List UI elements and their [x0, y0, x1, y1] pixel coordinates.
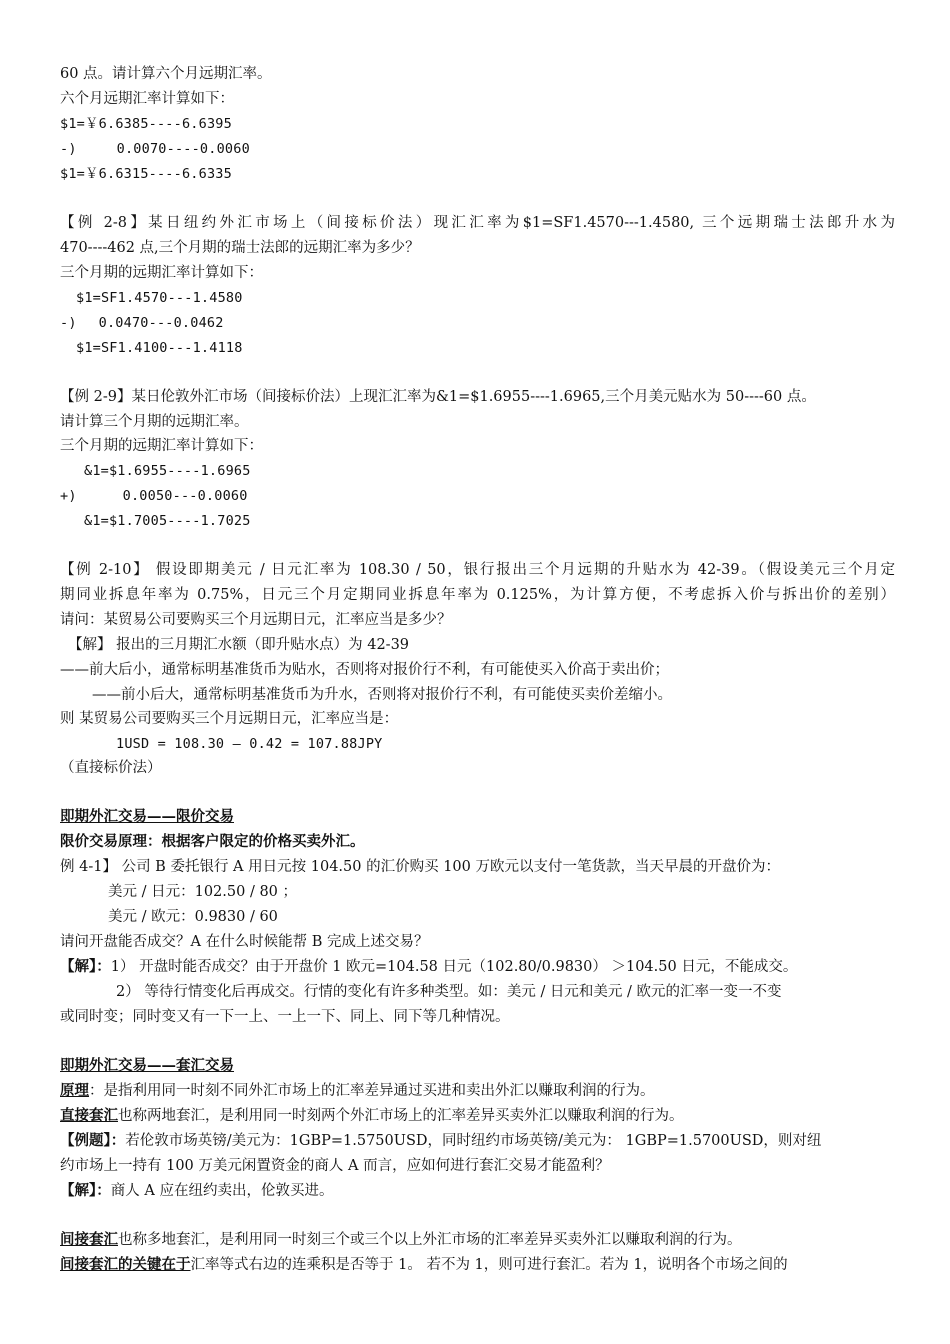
- text-line: 470----462 点,三个月期的瑞士法郎的远期汇率为多少？: [60, 240, 420, 256]
- text-line: 六个月远期汇率计算如下：: [60, 91, 234, 107]
- text-line: ——前小后大，通常标明基准货币为升水，否则将对报价行不利，有可能使买卖价差缩小。: [92, 687, 672, 703]
- example-line: [60, 1131, 895, 1151]
- rate-adjust-line: [60, 313, 895, 333]
- text-line: 期同业拆息年率为 0.75%，日元三个月定期同业拆息年率为 0.125%，为计算方便，不考虑拆入价与拆出价的差别）: [60, 587, 895, 603]
- formula-line: 1USD = 108.30 – 0.42 = 107.88JPY: [116, 736, 383, 752]
- term-text: 也称多地套汇，是利用同一时刻三个或三个以上外汇市场的汇率差异买卖外汇以赚取利润的行为。: [118, 1232, 742, 1248]
- term-label: 间接套汇: [60, 1231, 118, 1248]
- definition-line: [60, 1255, 895, 1275]
- example-4-1-line: 例 4-1】 公司 B 委托银行 A 用日元按 104.50 的汇价购买 100 万欧元以支付一笔货款，当天早晨的开盘价为：: [60, 859, 780, 875]
- section-heading-arbitrage: 即期外汇交易——套汇交易: [60, 1057, 234, 1074]
- adjust-value: 0.0050---0.0060: [122, 488, 248, 504]
- solution-label: 【解】：: [60, 1182, 111, 1199]
- text-line: 请问：某贸易公司要购买三个月远期日元，汇率应当是多少？: [60, 612, 452, 628]
- quote-line: 美元 / 欧元：0.9830 / 60: [108, 909, 278, 925]
- term-label: 直接套汇: [60, 1107, 118, 1124]
- solution-label: 【解】：: [60, 958, 111, 975]
- text-line: 2） 等待行情变化后再成交。行情的变化有许多种类型。如：美元 / 日元和美元 / 欧元的汇率一变一不变: [116, 984, 782, 1000]
- solution-line: 【解】 报出的三月期汇水额（即升贴水点）为 42-39: [68, 637, 410, 653]
- principle-line: 限价交易原理：根据客户限定的价格买卖外汇。: [60, 833, 365, 850]
- example-2-10-line: 【例 2-10】 假设即期美元 / 日元汇率为 108.30 / 50，银行报出三个月远期的升贴水为 42-39。（假设美元三个月定: [60, 562, 895, 578]
- definition-line: [60, 1106, 895, 1126]
- operator: -): [60, 141, 77, 157]
- operator: +): [60, 488, 77, 504]
- text-line: （直接标价法）: [60, 760, 162, 776]
- adjust-value: 0.0470---0.0462: [98, 315, 224, 331]
- example-2-8-line: 【例 2-8】某日纽约外汇市场上（间接标价法）现汇汇率为$1=SF1.4570---1.4580, 三个远期瑞士法郎升水为: [60, 215, 895, 231]
- text-line: 三个月期的远期汇率计算如下：: [60, 438, 263, 454]
- section-heading-limit-trading: 即期外汇交易——限价交易: [60, 808, 234, 825]
- text-line: 请计算三个月期的远期汇率。: [60, 414, 249, 430]
- quote-line: 美元 / 日元：102.50 / 80 ；: [108, 884, 298, 900]
- solution-line: [60, 957, 895, 977]
- rate-line: &1=$1.6955----1.6965: [84, 463, 251, 479]
- text-line: 约市场上一持有 100 万美元闲置资金的商人 A 而言，应如何进行套汇交易才能盈利？: [60, 1158, 610, 1174]
- text-line: 60 点。请计算六个月远期汇率。: [60, 66, 272, 82]
- rate-line: $1=SF1.4100---1.4118: [76, 340, 243, 356]
- principle-line: [60, 1081, 895, 1101]
- text-line: 或同时变；同时变又有一下一上、一上一下、同上、同下等几种情况。: [60, 1009, 510, 1025]
- text-line: 则 某贸易公司要购买三个月远期日元，汇率应当是：: [60, 711, 399, 727]
- term-text: 汇率等式右边的连乘积是否等于 1。 若不为 1，则可进行套汇。若为 1，说明各个市场之间的: [190, 1257, 788, 1273]
- example-label: 【例题】：: [60, 1132, 126, 1149]
- adjust-value: 0.0070----0.0060: [116, 141, 250, 157]
- solution-text: 商人 A 应在纽约卖出，伦敦买进。: [110, 1183, 334, 1199]
- term-label: 间接套汇的关键在于: [60, 1256, 191, 1273]
- term-label: 原理: [60, 1082, 89, 1099]
- term-text: 也称两地套汇，是利用同一时刻两个外汇市场上的汇率差异买卖外汇以赚取利润的行为。: [118, 1108, 684, 1124]
- term-text: ：是指利用同一时刻不同外汇市场上的汇率差异通过买进和卖出外汇以赚取利润的行为。: [89, 1083, 655, 1099]
- solution-text: 1） 开盘时能否成交？由于开盘价 1 欧元=104.58 日元（102.80/0.9830） ＞104.50 日元，不能成交。: [110, 959, 798, 975]
- definition-line: [60, 1230, 895, 1250]
- text-line: 请问开盘能否成交？A 在什么时候能帮 B 完成上述交易？: [60, 934, 429, 950]
- operator: -): [60, 315, 77, 331]
- rate-adjust-line: [60, 486, 895, 506]
- rate-line: $1=￥6.6315----6.6335: [60, 166, 232, 182]
- text-line: 三个月期的远期汇率计算如下：: [60, 265, 263, 281]
- rate-line: $1=SF1.4570---1.4580: [76, 290, 243, 306]
- example-text: 若伦敦市场英镑/美元为：1GBP=1.5750USD，同时纽约市场英镑/美元为： 1GBP=1.5700USD，则对纽: [125, 1133, 822, 1149]
- rate-adjust-line: [60, 139, 895, 159]
- rate-line: &1=$1.7005----1.7025: [84, 513, 251, 529]
- example-2-9-line: 【例 2-9】某日伦敦外汇市场（间接标价法）上现汇汇率为&1=$1.6955----1.6965,三个月美元贴水为 50----60 点。: [60, 389, 816, 405]
- text-line: ——前大后小，通常标明基准货币为贴水，否则将对报价行不利，有可能使买入价高于卖出价；: [60, 662, 669, 678]
- rate-line: $1=￥6.6385----6.6395: [60, 116, 232, 132]
- solution-line: [60, 1181, 895, 1201]
